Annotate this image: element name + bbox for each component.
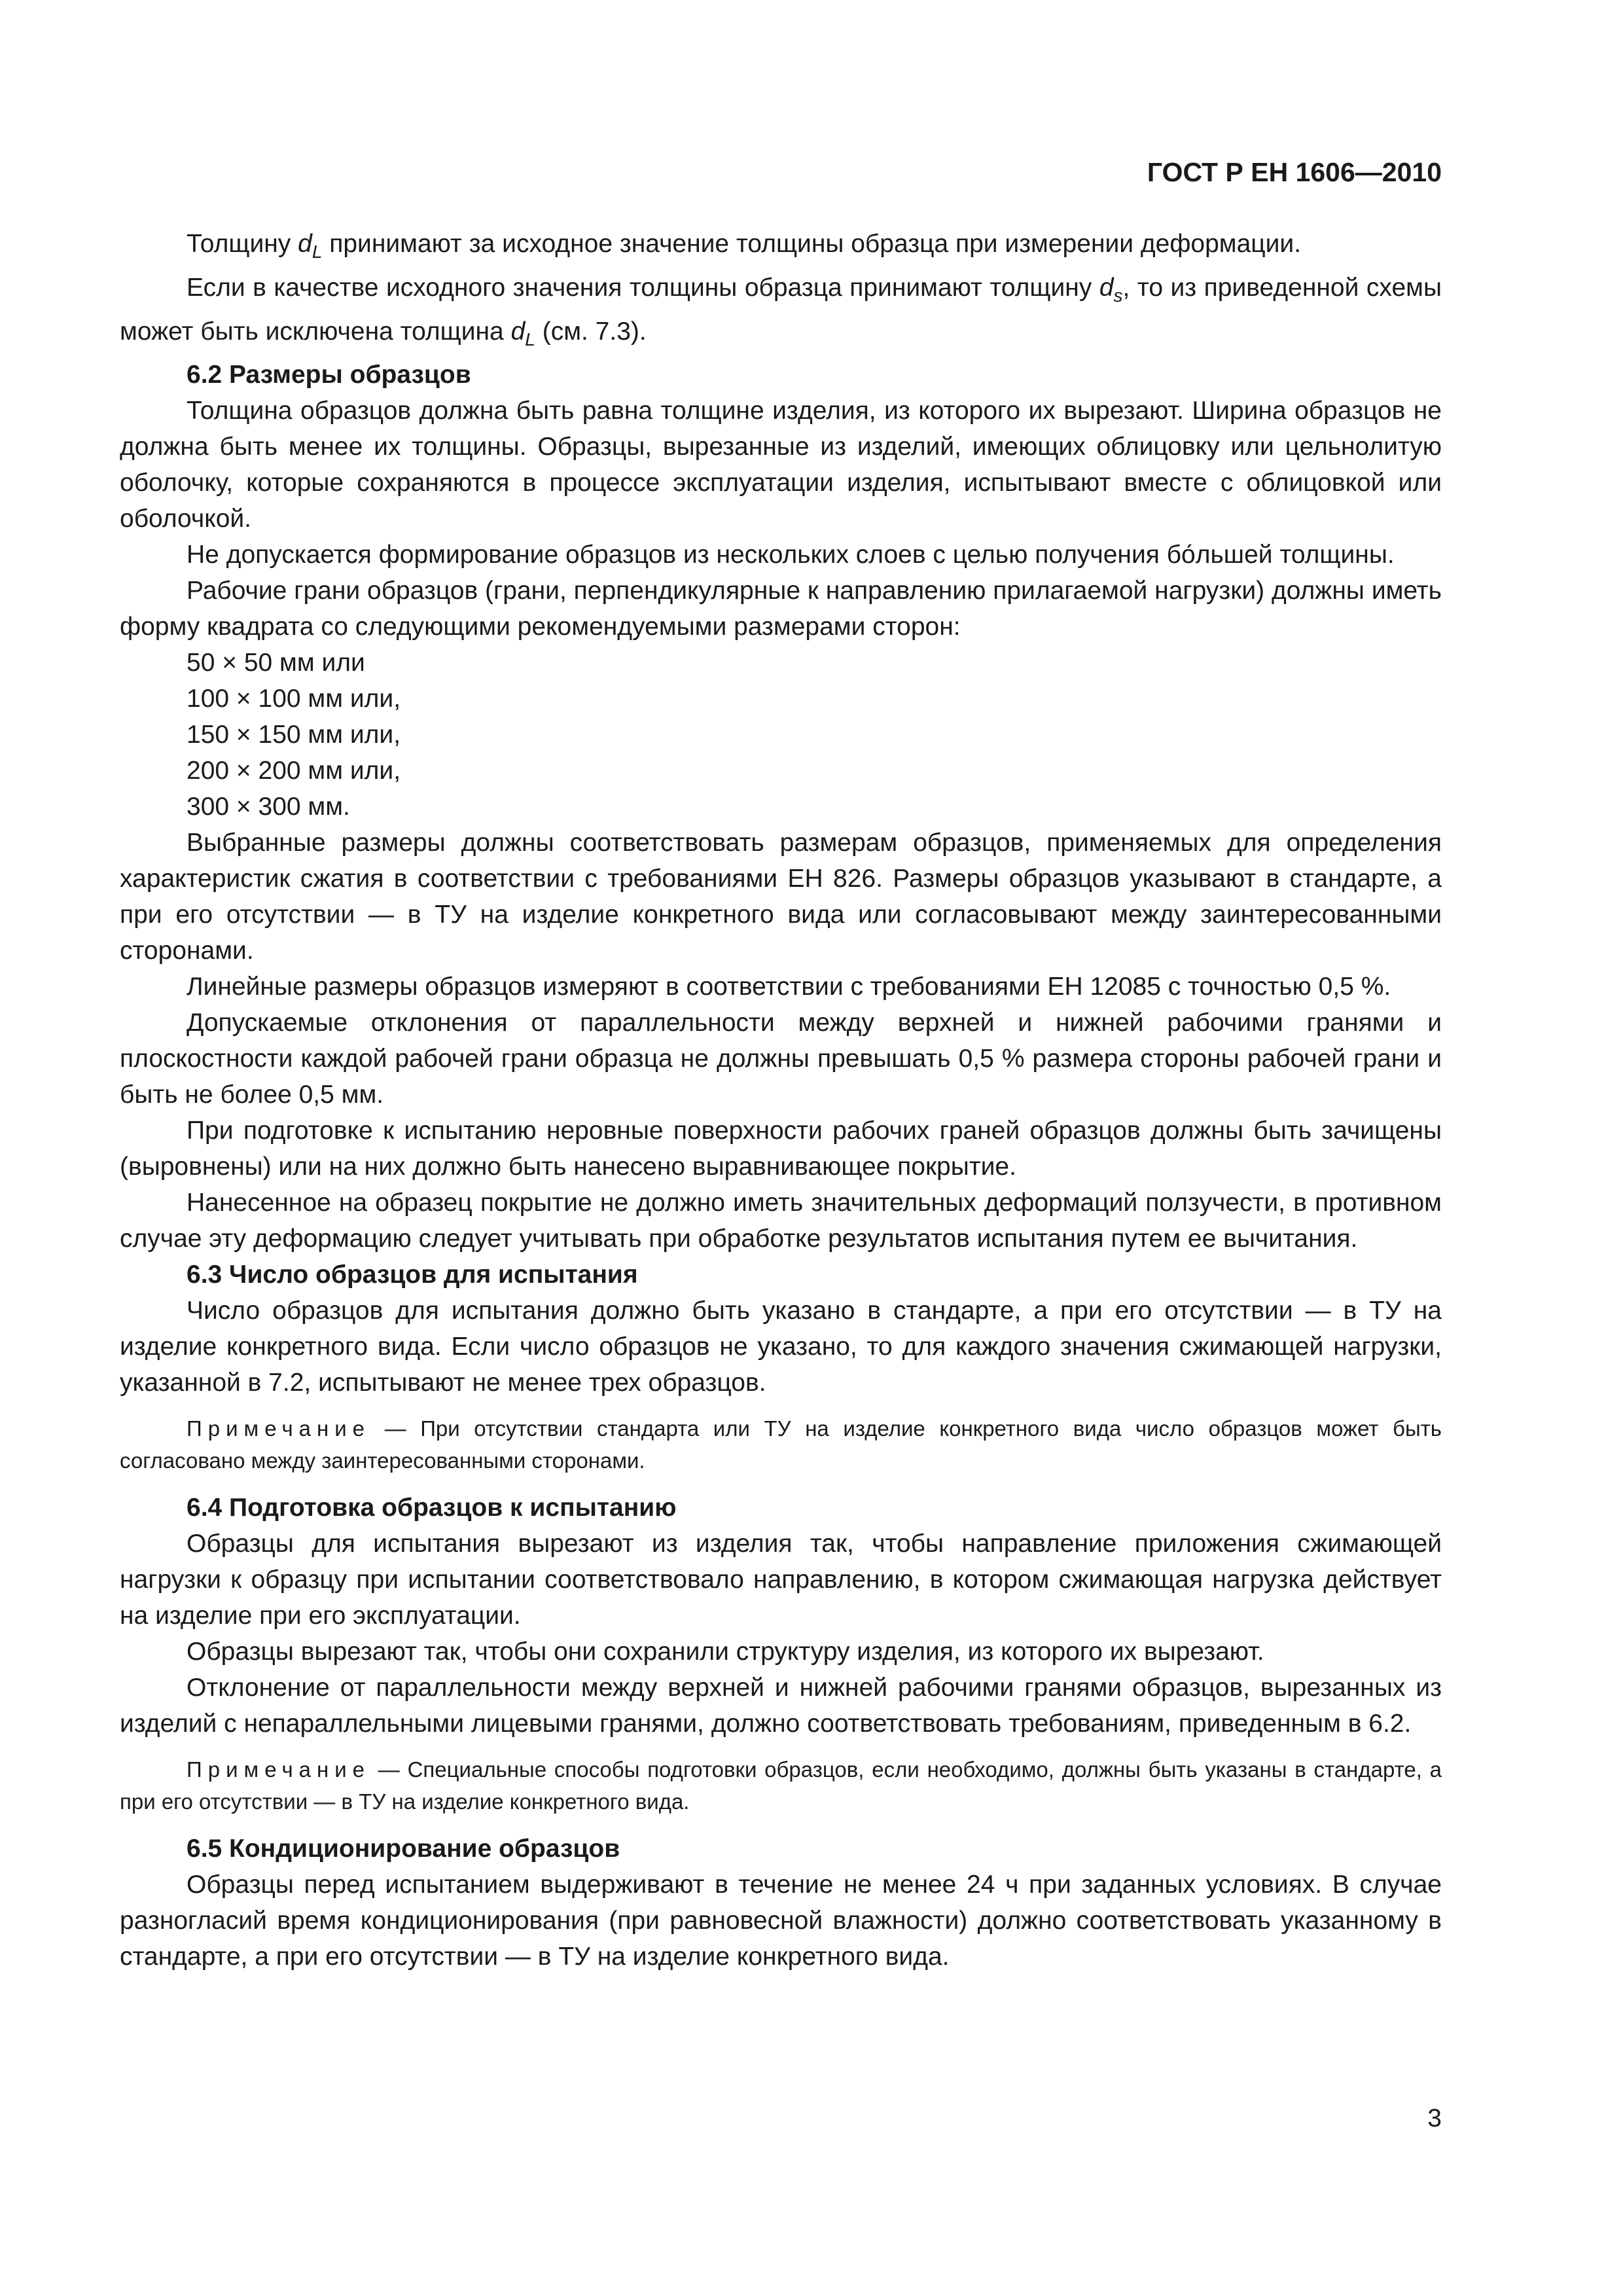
doc-number: ГОСТ Р ЕН 1606—2010 [1147,157,1442,187]
page-number: 3 [1427,2104,1442,2132]
note-label: Примечание [187,1416,371,1441]
size-list-item: 150 × 150 мм или, [187,721,401,749]
size-list-item: 300 × 300 мм. [187,793,350,821]
size-list-item: 200 × 200 мм или, [187,757,401,785]
note-text: — Специальные способы подготовки образцов, если необходимо, должны быть указаны в стандарте, а при его отсутствии — в ТУ на изделие конкретного вида. [120,1757,1442,1814]
section-6-3-paragraph: Число образцов для испытания должно быть указано в стандарте, а при его отсутствии — в ТУ на изделие конкретного вида. Если число образцов не указано, то для каждого значения сжимающей нагрузки, указанной в 7.2, испытывают не менее трех образцов. [120,1297,1442,1397]
intro-paragraph-2: Если в качестве исходного значения толщины образца принимают толщину $d_s$, то из приведенной схемы может быть исключена толщина $d_L$ (см. 7.3). [120,273,1442,350]
note-label: Примечание [187,1757,371,1782]
section-6-2-paragraph: Нанесенное на образец покрытие не должно иметь значительных деформаций ползучести, в противном случае эту деформацию следует учитывать при обработке результатов испытания путем ее вычитания. [120,1189,1442,1253]
section-6-5-paragraph: Образцы перед испытанием выдерживают в течение не менее 24 ч при заданных условиях. В случае разногласий время кондиционирования (при равновесной влажности) должно соответствовать указанному в стандарте, а при его отсутствии — в ТУ на изделие конкретного вида. [120,1871,1442,1971]
document-header [120,157,1442,188]
section-6-4-paragraph: Образцы вырезают так, чтобы они сохранили структуру изделия, из которого их вырезают. [187,1638,1264,1666]
page-body [120,226,1442,1975]
section-6-3-note [120,1412,1442,1477]
section-6-2-paragraph: Линейные размеры образцов измеряют в соответствии с требованиями ЕН 12085 с точностью 0,5 %. [187,973,1391,1001]
intro-paragraph-1: Толщину $d_L$ принимают за исходное значение толщины образца при измерении деформации. [187,230,1302,262]
section-6-4-paragraph: Отклонение от параллельности между верхней и нижней рабочими гранями образцов, вырезанных из изделий с непараллельными лицевыми гранями, должно соответствовать требованиям, приведенным в 6.2. [120,1674,1442,1738]
size-list-item: 100 × 100 мм или, [187,685,401,713]
section-6-2-paragraph: Толщина образцов должна быть равна толщине изделия, из которого их вырезают. Ширина образцов не должна быть менее их толщины. Образцы, вырезанные из изделий, имеющих облицовку или цельнолитую оболочку, которые сохраняются в процессе эксплуатации изделия, испытывают вместе с облицовкой или оболочкой. [120,397,1442,533]
section-6-2-paragraph: Выбранные размеры должны соответствовать размерам образцов, применяемых для определения характеристик сжатия в соответствии с требованиями ЕН 826. Размеры образцов указывают в стандарте, а при его отсутствии — в ТУ на изделие конкретного вида или согласовывают между заинтересованными сторонами. [120,829,1442,965]
section-6-2-title: 6.2 Размеры образцов [187,361,471,389]
section-6-2-paragraph: Допускаемые отклонения от параллельности между верхней и нижней рабочими гранями и плоскостности каждой рабочей грани образца не должны превышать 0,5 % размера стороны рабочей грани и быть не более 0,5 мм. [120,1009,1442,1109]
section-6-2-paragraph: Рабочие грани образцов (грани, перпендикулярные к направлению прилагаемой нагрузки) должны иметь форму квадрата со следующими рекомендуемыми размерами сторон: [120,577,1442,641]
section-6-2-paragraph: При подготовке к испытанию неровные поверхности рабочих граней образцов должны быть зачищены (выровнены) или на них должно быть нанесено выравнивающее покрытие. [120,1117,1442,1181]
section-6-2-paragraph: Не допускается формирование образцов из нескольких слоев с целью получения бо́льшей толщины. [187,541,1395,569]
section-6-4-paragraph: Образцы для испытания вырезают из изделия так, чтобы направление приложения сжимающей нагрузки к образцу при испытании соответствовало направлению, в котором сжимающая нагрузка действует на изделие при его эксплуатации. [120,1530,1442,1630]
note-text: — При отсутствии стандарта или ТУ на изделие конкретного вида число образцов может быть согласовано между заинтересованными сторонами. [120,1416,1442,1473]
size-list-item: 50 × 50 мм или [187,649,365,677]
section-6-4-note [120,1753,1442,1818]
section-6-3-title: 6.3 Число образцов для испытания [187,1261,638,1289]
section-6-5-title: 6.5 Кондиционирование образцов [187,1835,620,1863]
section-6-4-title: 6.4 Подготовка образцов к испытанию [187,1494,677,1522]
